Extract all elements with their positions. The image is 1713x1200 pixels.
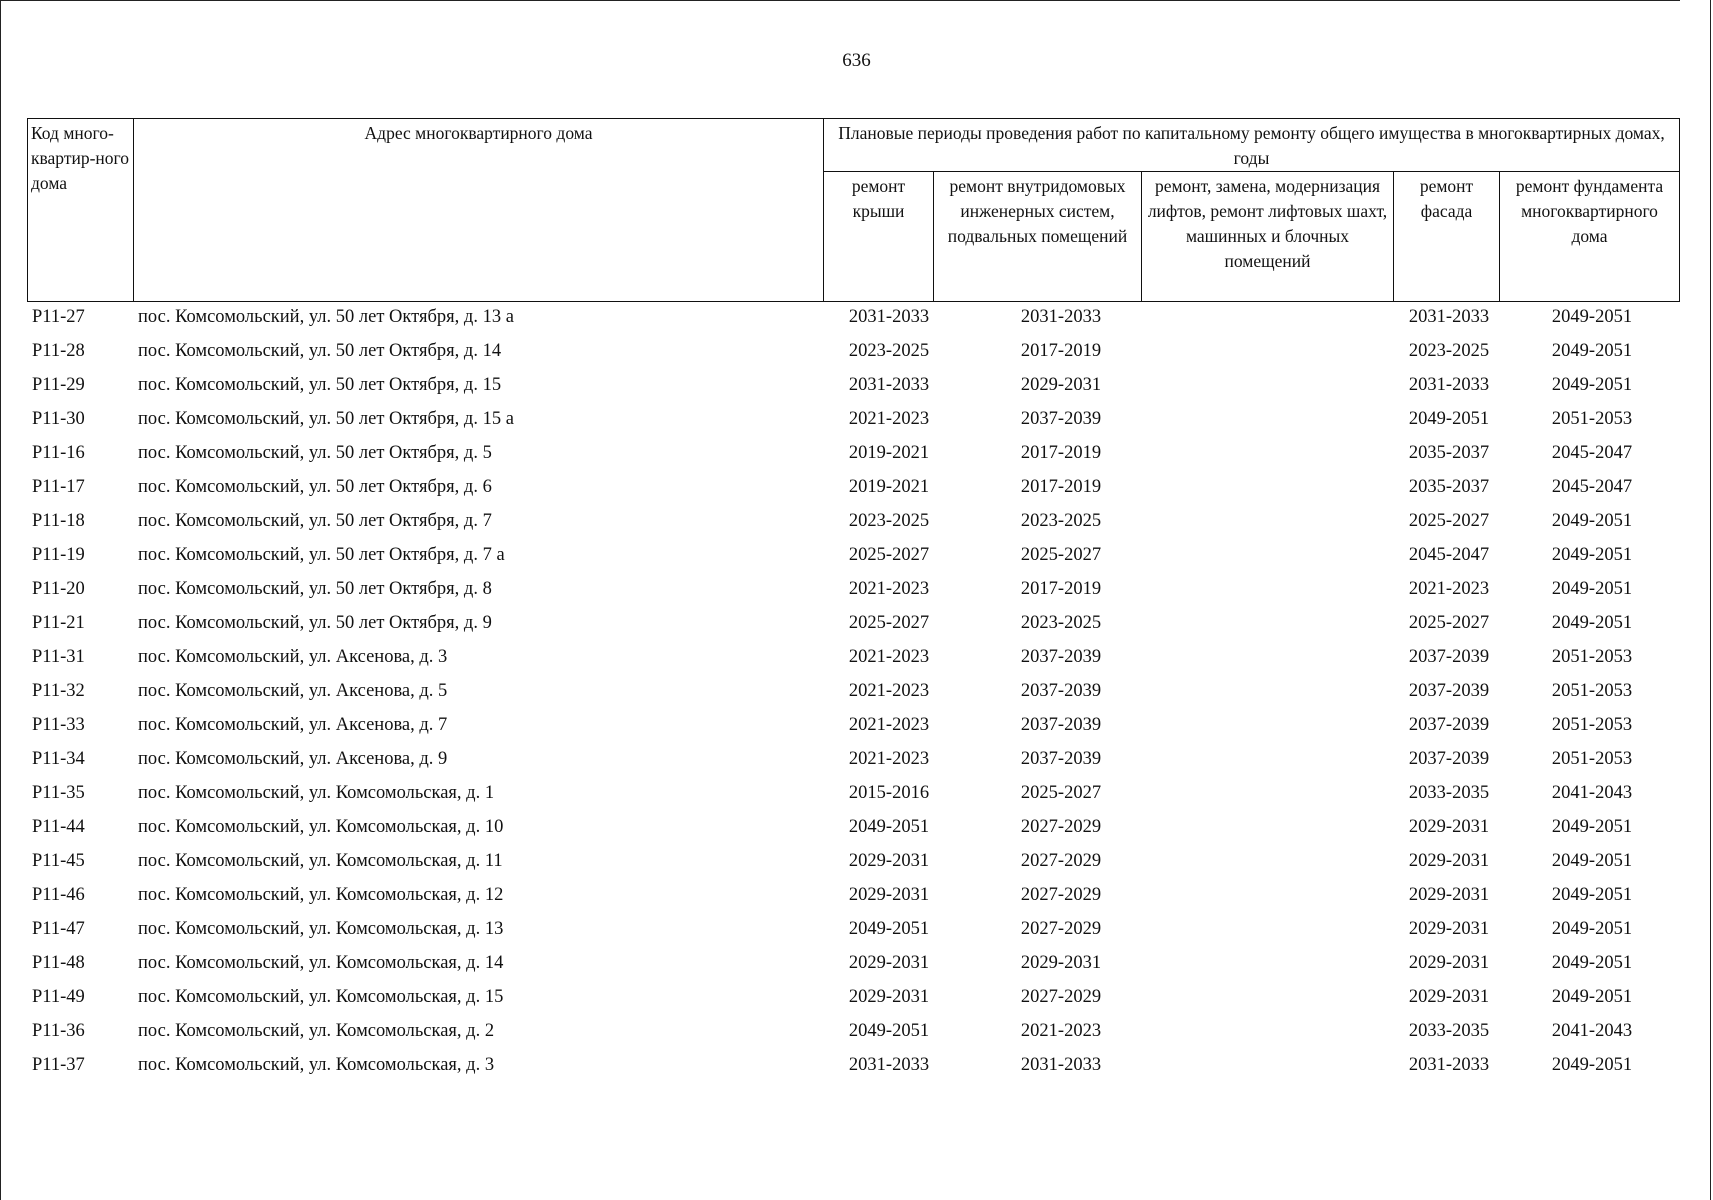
cell-engineering: 2027-2029 xyxy=(1020,885,1102,905)
cell-engineering: 2017-2019 xyxy=(1020,443,1102,463)
cell-engineering: 2017-2019 xyxy=(1020,477,1102,497)
table-row xyxy=(27,541,1682,575)
cell-foundation: 2051-2053 xyxy=(1551,749,1633,769)
cell-code: P11-49 xyxy=(32,987,85,1007)
cell-engineering: 2025-2027 xyxy=(1020,545,1102,565)
cell-foundation: 2045-2047 xyxy=(1551,443,1633,463)
cell-address: пос. Комсомольский, ул. Комсомольская, д. 12 xyxy=(138,885,504,905)
cell-address: пос. Комсомольский, ул. Комсомольская, д. 14 xyxy=(138,953,504,973)
cell-foundation: 2049-2051 xyxy=(1551,987,1633,1007)
header-roof: ремонт крыши xyxy=(824,172,934,302)
cell-code: P11-34 xyxy=(32,749,85,769)
cell-engineering: 2017-2019 xyxy=(1020,341,1102,361)
table-row xyxy=(27,575,1682,609)
cell-engineering: 2029-2031 xyxy=(1020,953,1102,973)
cell-code: P11-32 xyxy=(32,681,85,701)
cell-engineering: 2027-2029 xyxy=(1020,851,1102,871)
cell-facade: 2031-2033 xyxy=(1408,307,1490,327)
table-row xyxy=(27,337,1682,371)
table-row xyxy=(27,847,1682,881)
cell-facade: 2031-2033 xyxy=(1408,375,1490,395)
header-code: Код много-квартир-ного дома xyxy=(28,119,134,302)
table-row xyxy=(27,1017,1682,1051)
cell-address: пос. Комсомольский, ул. 50 лет Октября, д. 7 xyxy=(138,511,492,531)
cell-address: пос. Комсомольский, ул. 50 лет Октября, д. 7 а xyxy=(138,545,505,565)
cell-address: пос. Комсомольский, ул. 50 лет Октября, д. 13 а xyxy=(138,307,514,327)
cell-code: P11-30 xyxy=(32,409,85,429)
cell-engineering: 2021-2023 xyxy=(1020,1021,1102,1041)
cell-code: P11-45 xyxy=(32,851,85,871)
cell-roof: 2019-2021 xyxy=(848,443,930,463)
cell-facade: 2037-2039 xyxy=(1408,749,1490,769)
cell-code: P11-48 xyxy=(32,953,85,973)
cell-foundation: 2051-2053 xyxy=(1551,715,1633,735)
cell-address: пос. Комсомольский, ул. 50 лет Октября, д. 15 а xyxy=(138,409,514,429)
cell-code: P11-46 xyxy=(32,885,85,905)
cell-foundation: 2049-2051 xyxy=(1551,851,1633,871)
cell-foundation: 2049-2051 xyxy=(1551,375,1633,395)
cell-address: пос. Комсомольский, ул. Аксенова, д. 3 xyxy=(138,647,448,667)
cell-roof: 2049-2051 xyxy=(848,1021,930,1041)
cell-engineering: 2025-2027 xyxy=(1020,783,1102,803)
cell-roof: 2023-2025 xyxy=(848,341,930,361)
cell-foundation: 2049-2051 xyxy=(1551,511,1633,531)
cell-code: P11-37 xyxy=(32,1055,85,1075)
cell-address: пос. Комсомольский, ул. 50 лет Октября, д. 6 xyxy=(138,477,492,497)
cell-code: P11-21 xyxy=(32,613,85,633)
cell-roof: 2029-2031 xyxy=(848,885,930,905)
header-foundation: ремонт фундамента многоквартирного дома xyxy=(1500,172,1680,302)
cell-code: P11-44 xyxy=(32,817,85,837)
cell-foundation: 2051-2053 xyxy=(1551,681,1633,701)
cell-roof: 2021-2023 xyxy=(848,749,930,769)
cell-roof: 2023-2025 xyxy=(848,511,930,531)
table-row xyxy=(27,915,1682,949)
cell-facade: 2029-2031 xyxy=(1408,851,1490,871)
cell-code: P11-19 xyxy=(32,545,85,565)
cell-roof: 2019-2021 xyxy=(848,477,930,497)
cell-engineering: 2017-2019 xyxy=(1020,579,1102,599)
cell-address: пос. Комсомольский, ул. Комсомольская, д. 10 xyxy=(138,817,504,837)
cell-address: пос. Комсомольский, ул. Комсомольская, д. 2 xyxy=(138,1021,495,1041)
cell-roof: 2029-2031 xyxy=(848,987,930,1007)
cell-facade: 2035-2037 xyxy=(1408,477,1490,497)
cell-code: P11-17 xyxy=(32,477,85,497)
table-row xyxy=(27,745,1682,779)
header-periods: Плановые периоды проведения работ по капитальному ремонту общего имущества в многоквартирных домах, годы xyxy=(824,119,1680,172)
cell-foundation: 2049-2051 xyxy=(1551,1055,1633,1075)
cell-facade: 2025-2027 xyxy=(1408,511,1490,531)
cell-address: пос. Комсомольский, ул. Аксенова, д. 7 xyxy=(138,715,448,735)
cell-engineering: 2023-2025 xyxy=(1020,511,1102,531)
page-border-left xyxy=(0,0,1,1200)
cell-engineering: 2027-2029 xyxy=(1020,987,1102,1007)
cell-foundation: 2041-2043 xyxy=(1551,1021,1633,1041)
cell-roof: 2021-2023 xyxy=(848,715,930,735)
cell-foundation: 2041-2043 xyxy=(1551,783,1633,803)
table-row xyxy=(27,473,1682,507)
cell-foundation: 2049-2051 xyxy=(1551,579,1633,599)
table-row xyxy=(27,1051,1682,1085)
cell-code: P11-47 xyxy=(32,919,85,939)
cell-address: пос. Комсомольский, ул. Комсомольская, д. 3 xyxy=(138,1055,495,1075)
page-border-right xyxy=(1710,0,1711,1200)
cell-facade: 2035-2037 xyxy=(1408,443,1490,463)
cell-roof: 2049-2051 xyxy=(848,919,930,939)
cell-engineering: 2037-2039 xyxy=(1020,409,1102,429)
cell-foundation: 2049-2051 xyxy=(1551,545,1633,565)
cell-roof: 2025-2027 xyxy=(848,613,930,633)
cell-code: P11-27 xyxy=(32,307,85,327)
cell-roof: 2021-2023 xyxy=(848,647,930,667)
cell-foundation: 2049-2051 xyxy=(1551,885,1633,905)
cell-roof: 2021-2023 xyxy=(848,579,930,599)
cell-engineering: 2037-2039 xyxy=(1020,715,1102,735)
cell-roof: 2031-2033 xyxy=(848,307,930,327)
cell-address: пос. Комсомольский, ул. 50 лет Октября, д. 15 xyxy=(138,375,502,395)
table-row xyxy=(27,303,1682,337)
cell-address: пос. Комсомольский, ул. 50 лет Октября, д. 9 xyxy=(138,613,492,633)
cell-roof: 2029-2031 xyxy=(848,953,930,973)
cell-address: пос. Комсомольский, ул. 50 лет Октября, д. 5 xyxy=(138,443,492,463)
cell-engineering: 2029-2031 xyxy=(1020,375,1102,395)
cell-engineering: 2031-2033 xyxy=(1020,1055,1102,1075)
cell-foundation: 2049-2051 xyxy=(1551,341,1633,361)
table-row xyxy=(27,983,1682,1017)
cell-facade: 2033-2035 xyxy=(1408,783,1490,803)
cell-facade: 2037-2039 xyxy=(1408,647,1490,667)
cell-address: пос. Комсомольский, ул. 50 лет Октября, д. 8 xyxy=(138,579,492,599)
table-row xyxy=(27,711,1682,745)
table-row xyxy=(27,813,1682,847)
cell-roof: 2025-2027 xyxy=(848,545,930,565)
header-engineering: ремонт внутридомовых инженерных систем, подвальных помещений xyxy=(934,172,1142,302)
cell-code: P11-33 xyxy=(32,715,85,735)
table-row xyxy=(27,779,1682,813)
cell-code: P11-31 xyxy=(32,647,85,667)
table-row xyxy=(27,507,1682,541)
cell-address: пос. Комсомольский, ул. Аксенова, д. 9 xyxy=(138,749,448,769)
cell-foundation: 2049-2051 xyxy=(1551,307,1633,327)
cell-foundation: 2045-2047 xyxy=(1551,477,1633,497)
cell-address: пос. Комсомольский, ул. Комсомольская, д. 15 xyxy=(138,987,504,1007)
header-lifts: ремонт, замена, модернизация лифтов, ремонт лифтовых шахт, машинных и блочных помещений xyxy=(1142,172,1394,302)
table-row xyxy=(27,949,1682,983)
cell-engineering: 2037-2039 xyxy=(1020,647,1102,667)
cell-engineering: 2027-2029 xyxy=(1020,817,1102,837)
table-row xyxy=(27,609,1682,643)
cell-roof: 2031-2033 xyxy=(848,1055,930,1075)
cell-address: пос. Комсомольский, ул. Аксенова, д. 5 xyxy=(138,681,448,701)
cell-code: P11-29 xyxy=(32,375,85,395)
cell-engineering: 2037-2039 xyxy=(1020,681,1102,701)
cell-code: P11-28 xyxy=(32,341,85,361)
cell-facade: 2029-2031 xyxy=(1408,987,1490,1007)
cell-facade: 2025-2027 xyxy=(1408,613,1490,633)
cell-facade: 2029-2031 xyxy=(1408,919,1490,939)
header-address: Адрес многоквартирного дома xyxy=(134,119,824,302)
cell-facade: 2029-2031 xyxy=(1408,885,1490,905)
cell-foundation: 2049-2051 xyxy=(1551,953,1633,973)
cell-foundation: 2049-2051 xyxy=(1551,919,1633,939)
cell-engineering: 2031-2033 xyxy=(1020,307,1102,327)
cell-facade: 2029-2031 xyxy=(1408,817,1490,837)
table-body xyxy=(27,303,1682,1085)
cell-facade: 2023-2025 xyxy=(1408,341,1490,361)
cell-code: P11-20 xyxy=(32,579,85,599)
cell-facade: 2021-2023 xyxy=(1408,579,1490,599)
page-border-top xyxy=(0,0,1680,1)
cell-code: P11-36 xyxy=(32,1021,85,1041)
cell-foundation: 2049-2051 xyxy=(1551,817,1633,837)
cell-code: P11-16 xyxy=(32,443,85,463)
cell-address: пос. Комсомольский, ул. Комсомольская, д. 1 xyxy=(138,783,495,803)
cell-facade: 2037-2039 xyxy=(1408,681,1490,701)
cell-foundation: 2051-2053 xyxy=(1551,409,1633,429)
cell-facade: 2045-2047 xyxy=(1408,545,1490,565)
header-facade: ремонт фасада xyxy=(1394,172,1500,302)
table-row xyxy=(27,643,1682,677)
cell-facade: 2049-2051 xyxy=(1408,409,1490,429)
page-number: 636 xyxy=(842,50,871,71)
cell-foundation: 2051-2053 xyxy=(1551,647,1633,667)
cell-code: P11-18 xyxy=(32,511,85,531)
cell-facade: 2037-2039 xyxy=(1408,715,1490,735)
cell-address: пос. Комсомольский, ул. Комсомольская, д. 13 xyxy=(138,919,504,939)
table-row xyxy=(27,405,1682,439)
cell-engineering: 2023-2025 xyxy=(1020,613,1102,633)
cell-roof: 2049-2051 xyxy=(848,817,930,837)
table-row xyxy=(27,881,1682,915)
table-row xyxy=(27,371,1682,405)
cell-roof: 2029-2031 xyxy=(848,851,930,871)
cell-engineering: 2027-2029 xyxy=(1020,919,1102,939)
cell-facade: 2031-2033 xyxy=(1408,1055,1490,1075)
cell-roof: 2021-2023 xyxy=(848,409,930,429)
cell-facade: 2029-2031 xyxy=(1408,953,1490,973)
cell-address: пос. Комсомольский, ул. 50 лет Октября, д. 14 xyxy=(138,341,502,361)
table-row xyxy=(27,439,1682,473)
cell-code: P11-35 xyxy=(32,783,85,803)
cell-roof: 2031-2033 xyxy=(848,375,930,395)
cell-engineering: 2037-2039 xyxy=(1020,749,1102,769)
cell-foundation: 2049-2051 xyxy=(1551,613,1633,633)
cell-address: пос. Комсомольский, ул. Комсомольская, д. 11 xyxy=(138,851,503,871)
table-row xyxy=(27,677,1682,711)
cell-roof: 2021-2023 xyxy=(848,681,930,701)
cell-roof: 2015-2016 xyxy=(848,783,930,803)
cell-facade: 2033-2035 xyxy=(1408,1021,1490,1041)
table-header xyxy=(27,118,1680,302)
